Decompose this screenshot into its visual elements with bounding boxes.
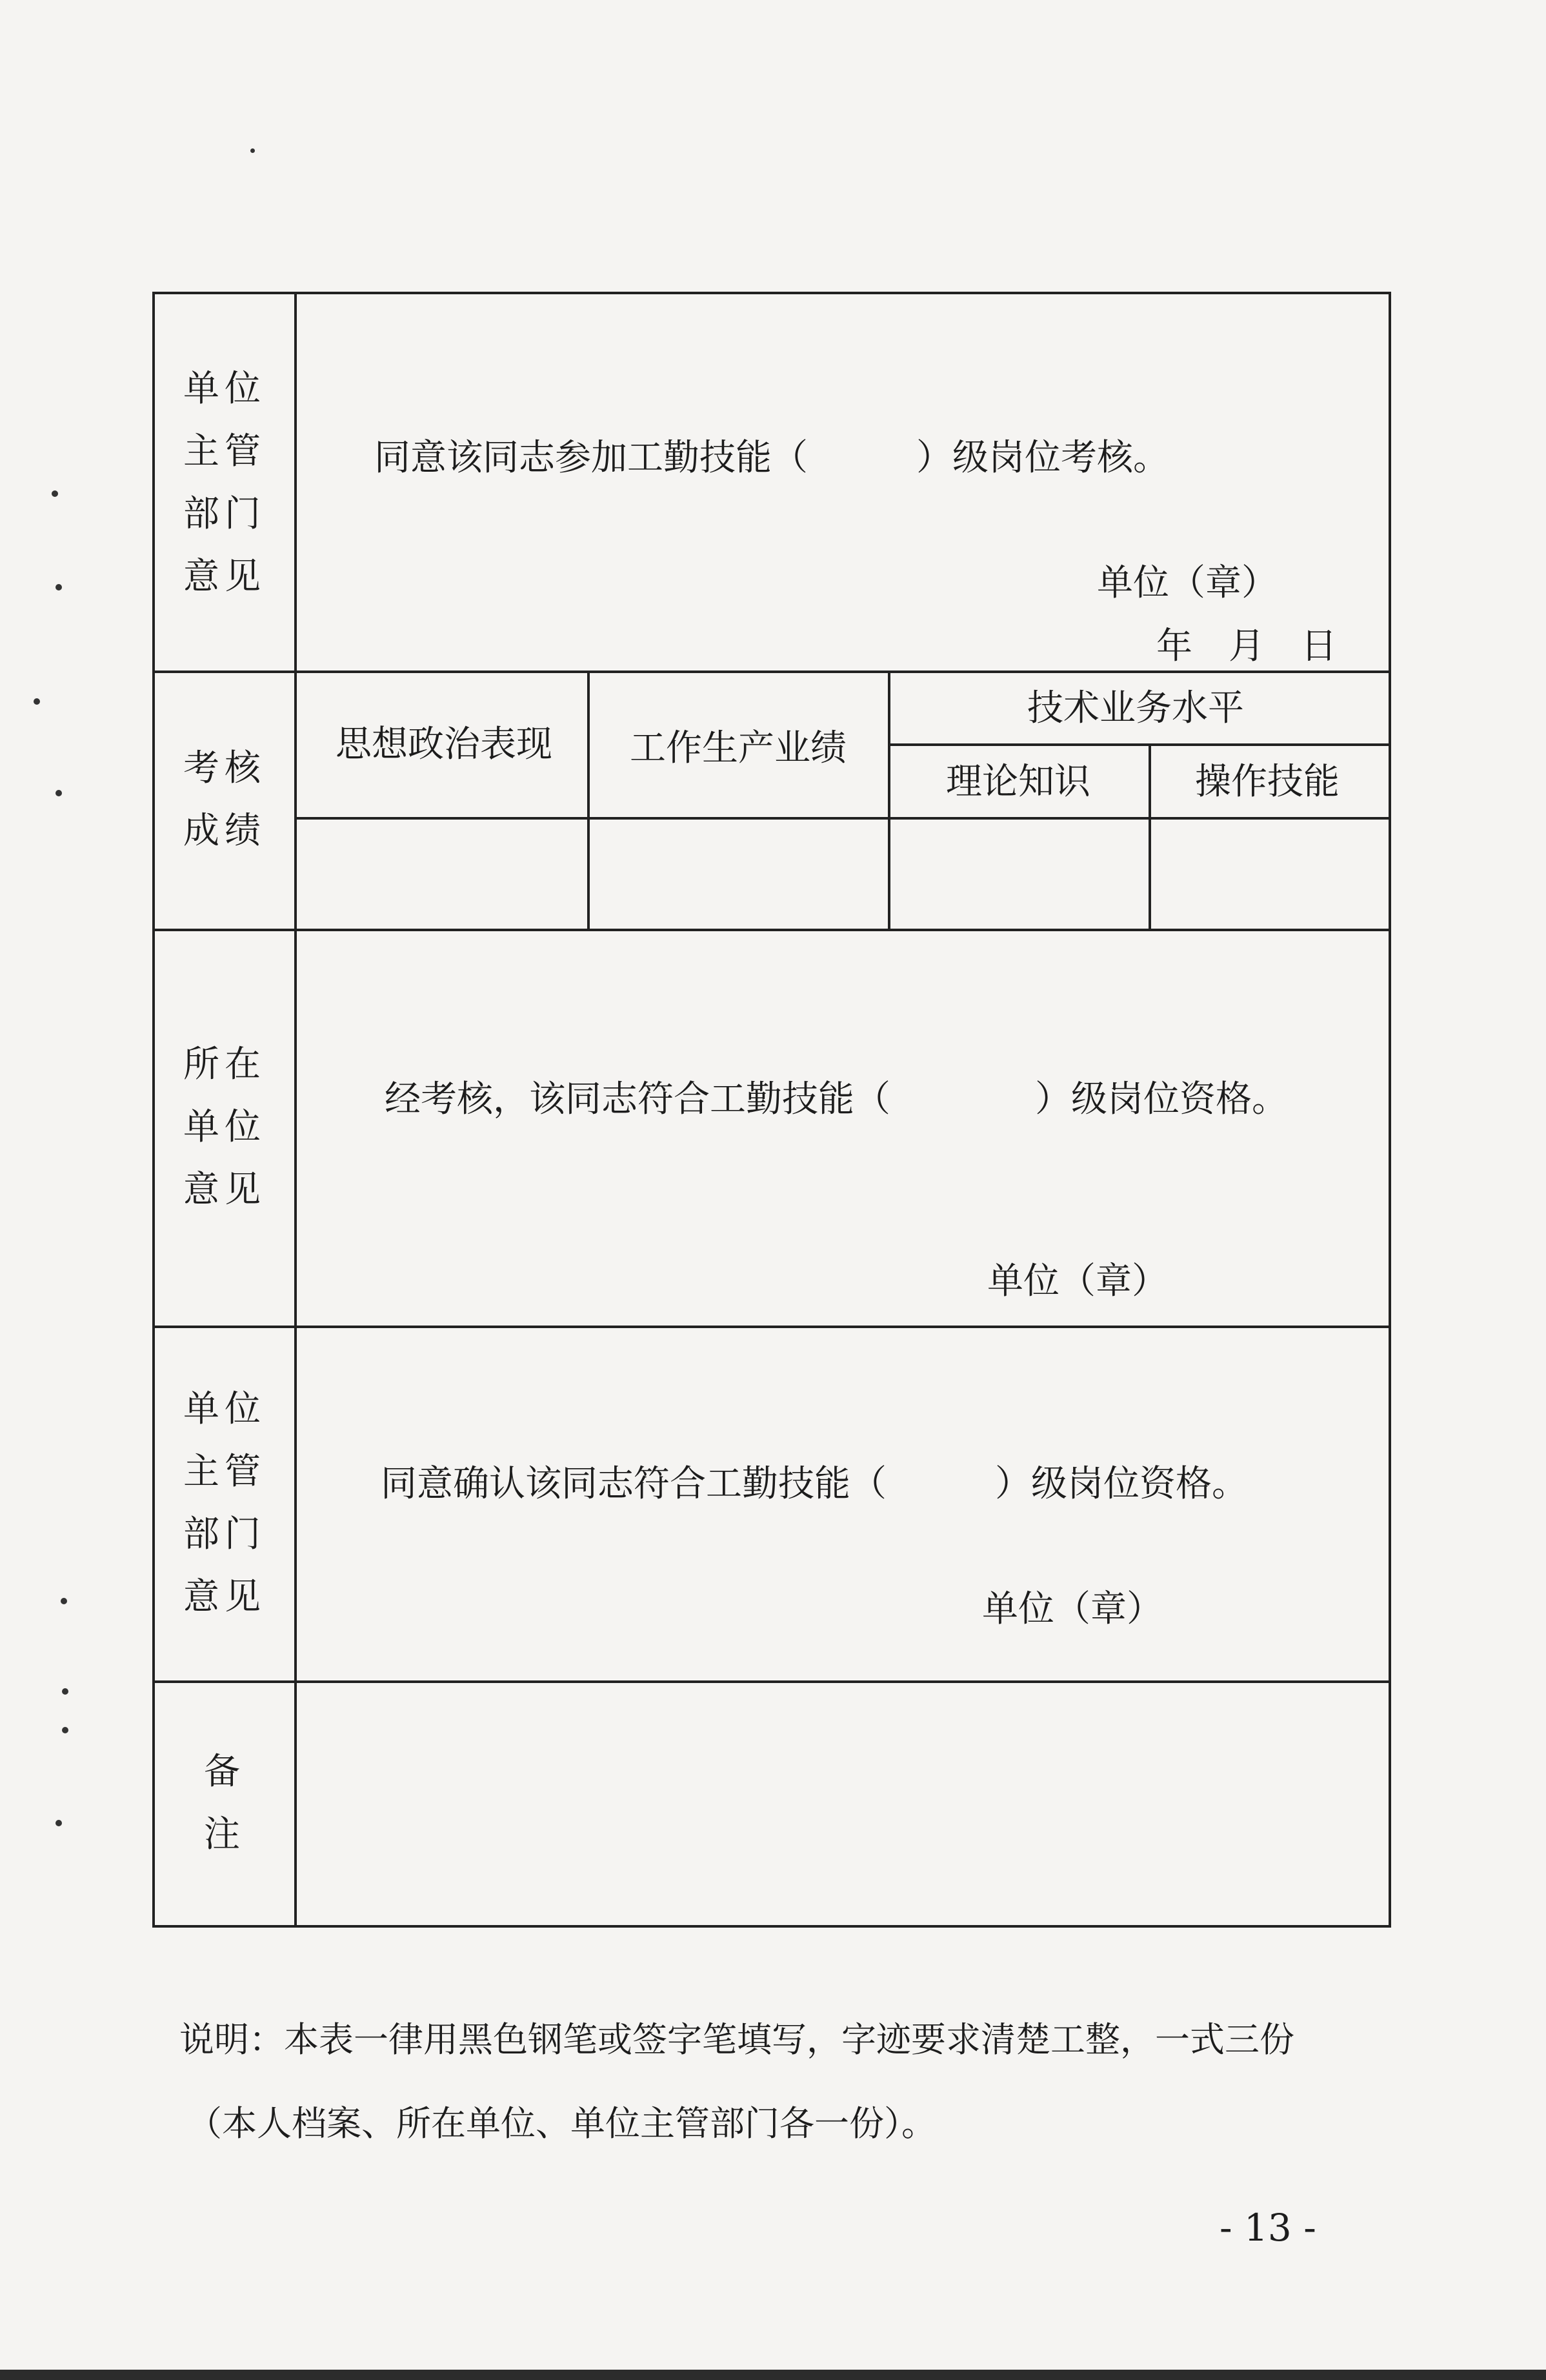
section3-label xyxy=(155,929,294,1326)
section5-label-line2: 注 xyxy=(204,1813,245,1855)
col-tech-header: 技术业务水平 xyxy=(1027,687,1244,729)
scan-dot xyxy=(34,698,40,705)
section4-label-line2: 主管 xyxy=(183,1451,266,1493)
section4-label-line1: 单位 xyxy=(183,1388,266,1430)
col-political-header: 思想政治表现 xyxy=(336,723,552,765)
section3-opinion-text: 经考核，该同志符合工勤技能（ ）级岗位资格。 xyxy=(385,1078,1288,1120)
section1-label-line3: 部门 xyxy=(183,492,266,535)
section2-label-line2: 成绩 xyxy=(183,810,266,852)
section1-label-line4: 意见 xyxy=(183,555,266,598)
score-col-divider-3 xyxy=(1149,743,1151,929)
row-divider-4 xyxy=(155,1680,1389,1683)
scan-bottom-edge xyxy=(0,2370,1546,2380)
col-performance-header: 工作生产业绩 xyxy=(630,727,847,769)
section4-label-line4: 意见 xyxy=(183,1576,266,1618)
row-divider-3 xyxy=(155,1326,1389,1328)
section3-label-line2: 单位 xyxy=(183,1106,266,1148)
row-divider-1 xyxy=(155,671,1389,673)
page-number: - 13 - xyxy=(1220,2206,1316,2250)
scan-dot xyxy=(55,1820,62,1826)
section1-label-line1: 单位 xyxy=(183,367,266,410)
section4-opinion-text: 同意确认该同志符合工勤技能（ ）级岗位资格。 xyxy=(381,1463,1248,1505)
section1-stamp-text: 单位（章） xyxy=(1097,562,1278,604)
section1-opinion-text: 同意该同志参加工勤技能（ ）级岗位考核。 xyxy=(374,437,1169,479)
scan-dot xyxy=(61,1598,67,1604)
tech-subheader-divider xyxy=(888,743,1389,746)
score-col-divider-1 xyxy=(587,671,590,929)
instructions-line2: （本人档案、所在单位、单位主管部门各一份）。 xyxy=(187,2103,936,2144)
col-theory-header: 理论知识 xyxy=(946,761,1090,803)
score-header-divider xyxy=(294,817,1389,820)
section4-label-line3: 部门 xyxy=(183,1513,266,1555)
section3-stamp-text: 单位（章） xyxy=(987,1260,1168,1302)
section2-label xyxy=(155,671,294,929)
section3-label-line1: 所在 xyxy=(183,1044,266,1085)
section5-label-line1: 备 xyxy=(204,1750,245,1793)
section3-label-line3: 意见 xyxy=(183,1169,266,1211)
approval-form-table xyxy=(152,292,1391,1928)
scan-dot xyxy=(55,584,62,590)
instructions-line1: 说明：本表一律用黑色钢笔或签字笔填写，字迹要求清楚工整，一式三份 xyxy=(179,2019,1294,2060)
label-column-divider xyxy=(294,294,297,1925)
score-col-divider-2 xyxy=(888,671,890,929)
section2-label-line1: 考核 xyxy=(183,747,266,789)
section4-stamp-text: 单位（章） xyxy=(982,1588,1163,1630)
section1-date-text: 年 月 日 xyxy=(1156,625,1337,667)
scan-dot xyxy=(62,1727,68,1733)
scan-dot xyxy=(52,490,58,497)
section5-label xyxy=(155,1680,294,1925)
scan-dot xyxy=(250,148,255,153)
section4-label xyxy=(155,1326,294,1680)
row-divider-2 xyxy=(155,929,1389,931)
scan-dot xyxy=(62,1688,68,1695)
scan-dot xyxy=(55,790,62,796)
section1-label-line2: 主管 xyxy=(183,430,266,472)
section1-label xyxy=(155,294,294,671)
col-operation-header: 操作技能 xyxy=(1195,761,1340,803)
